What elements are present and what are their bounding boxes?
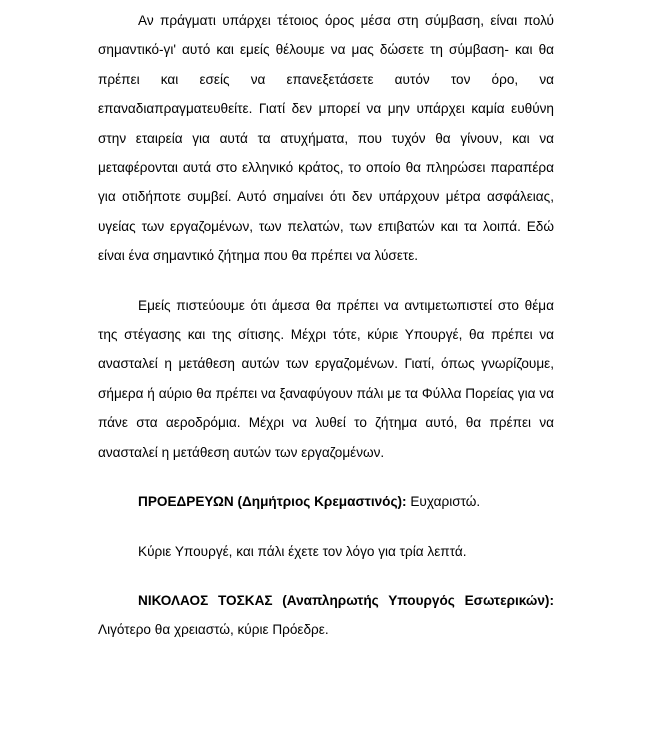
paragraph-text: Κύριε Υπουργέ, και πάλι έχετε τον λόγο για τρία λεπτά. [138,543,467,559]
paragraph-text: Λιγότερο θα χρειαστώ, κύριε Πρόεδρε. [98,622,329,638]
paragraph-chair-thanks [98,487,554,516]
paragraph-contract-term [98,6,554,271]
paragraph-housing [98,291,554,467]
document-page [98,6,554,645]
speaker-name: ΝΙΚΟΛΑΟΣ ΤΟΣΚΑΣ (Αναπληρωτής Υπουργός Εσωτερικών): [138,592,554,608]
paragraph-chair-floor [98,537,554,566]
paragraph-text: Αν πράγματι υπάρχει τέτοιος όρος μέσα στη σύμβαση, είναι πολύ σημαντικό-γι' αυτό και εμείς θέλουμε να μας δώσετε τη σύμβαση- και θα πρέπει και εσείς να επανεξετάσετε αυτόν τον όρο, να επαναδιαπραγματευθείτε. Γιατί δεν μπορεί να μην υπάρχει καμία ευθύνη στην εταιρεία για αυτά τα ατυχήματα, που τυχόν θα γίνουν, και να μεταφέρονται αυτά στο ελληνικό κράτος, το οποίο θα πληρώσει παραπέρα για οτιδήποτε συμβεί. Αυτό σημαίνει ότι δεν υπάρχουν μέτρα ασφάλειας, υγείας των εργαζομένων, των πελατών, των επιβατών και τα λοιπά. Εδώ είναι ένα σημαντικό ζήτημα που θα πρέπει να λύσετε. [98,13,554,264]
speaker-name: ΠΡΟΕΔΡΕΥΩΝ (Δημήτριος Κρεμαστινός): [138,494,407,510]
paragraph-minister-reply [98,586,554,645]
paragraph-text: Εμείς πιστεύουμε ότι άμεσα θα πρέπει να αντιμετωπιστεί στο θέμα της στέγασης και της σίτισης. Μέχρι τότε, κύριε Υπουργέ, θα πρέπει να ανασταλεί η μετάθεση αυτών των εργαζομένων. Γιατί, όπως γνωρίζουμε, σήμερα ή αύριο θα πρέπει να ξαναφύγουν πάλι με τα Φύλλα Πορείας για να πάνε στα αεροδρόμια. Μέχρι να λυθεί το ζήτημα αυτό, θα πρέπει να ανασταλεί η μετάθεση αυτών των εργαζομένων. [98,297,554,460]
paragraph-text: Ευχαριστώ. [406,494,481,510]
